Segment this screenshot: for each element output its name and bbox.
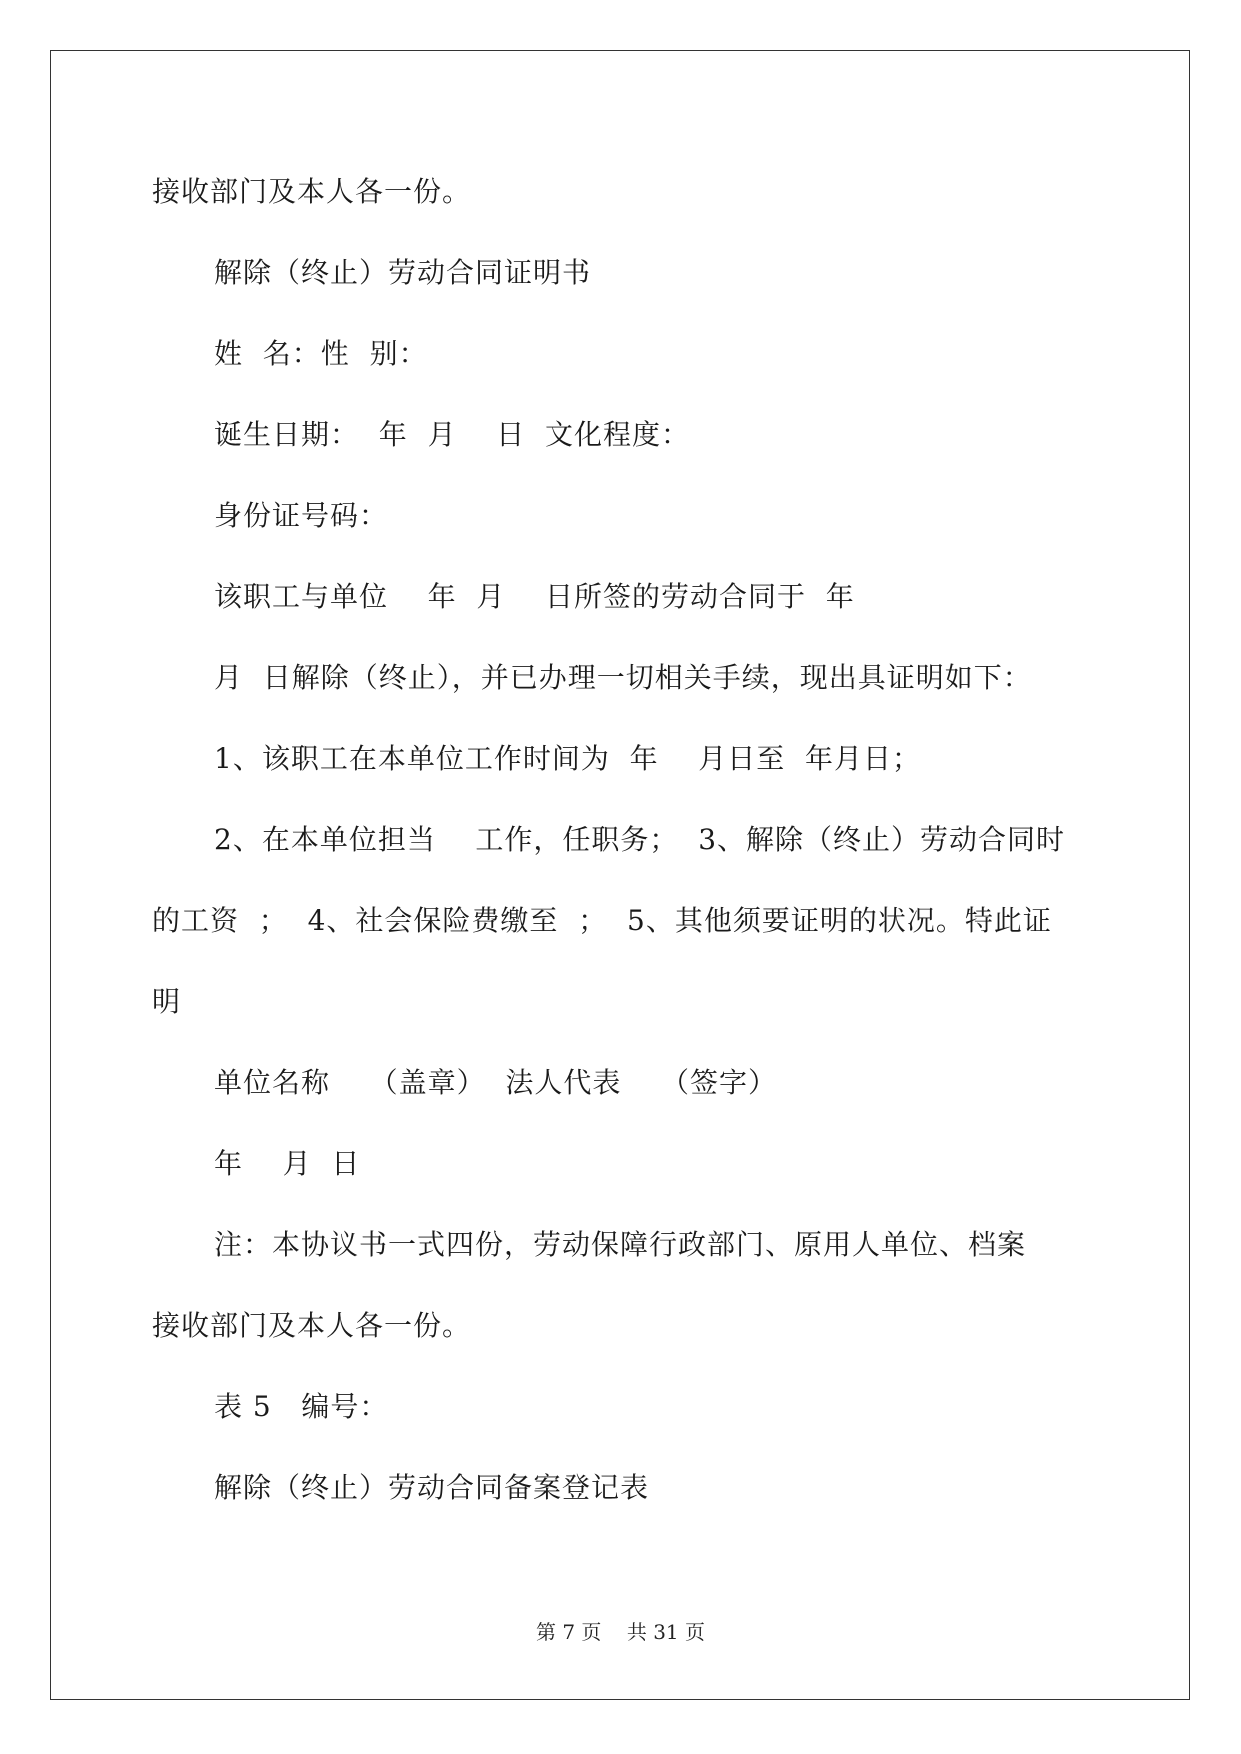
certificate-title: 解除（终止）劳动合同证明书	[214, 256, 592, 289]
text-line-table-number: 表 5 编号：	[214, 1390, 389, 1423]
text-line-position: 2、在本单位担当 工作，任职务； 3、解除（终止）劳动合同时	[214, 823, 1066, 856]
page-border	[50, 50, 1190, 1700]
text-line-note: 注：本协议书一式四份，劳动保障行政部门、原用人单位、档案	[214, 1228, 1027, 1261]
text-line-signatures: 单位名称 （盖章） 法人代表 （签字）	[214, 1066, 778, 1099]
text-line-date: 年 月 日	[214, 1147, 361, 1180]
text-line-1: 接收部门及本人各一份。	[152, 175, 472, 208]
text-line-termination: 月 日解除（终止），并已办理一切相关手续，现出具证明如下：	[214, 661, 1032, 694]
text-line-wages: 的工资 ； 4、社会保险费缴至 ； 5、其他须要证明的状况。特此证	[152, 904, 1052, 937]
registration-form-title: 解除（终止）劳动合同备案登记表	[214, 1471, 650, 1504]
text-line-work-period: 1、该职工在本单位工作时间为 年 月日至 年月日；	[214, 742, 922, 775]
text-line-proof: 明	[152, 985, 182, 1018]
text-line-note-cont: 接收部门及本人各一份。	[152, 1309, 472, 1342]
text-line-name-gender: 姓 名：性 别：	[214, 337, 428, 370]
page-number-footer: 第 7 页 共 31 页	[535, 1620, 706, 1644]
text-line-birthdate-education: 诞生日期： 年 月 日 文化程度：	[214, 418, 691, 451]
text-line-contract-date: 该职工与单位 年 月 日所签的劳动合同于 年	[214, 580, 855, 613]
text-line-id-number: 身份证号码：	[214, 499, 389, 532]
